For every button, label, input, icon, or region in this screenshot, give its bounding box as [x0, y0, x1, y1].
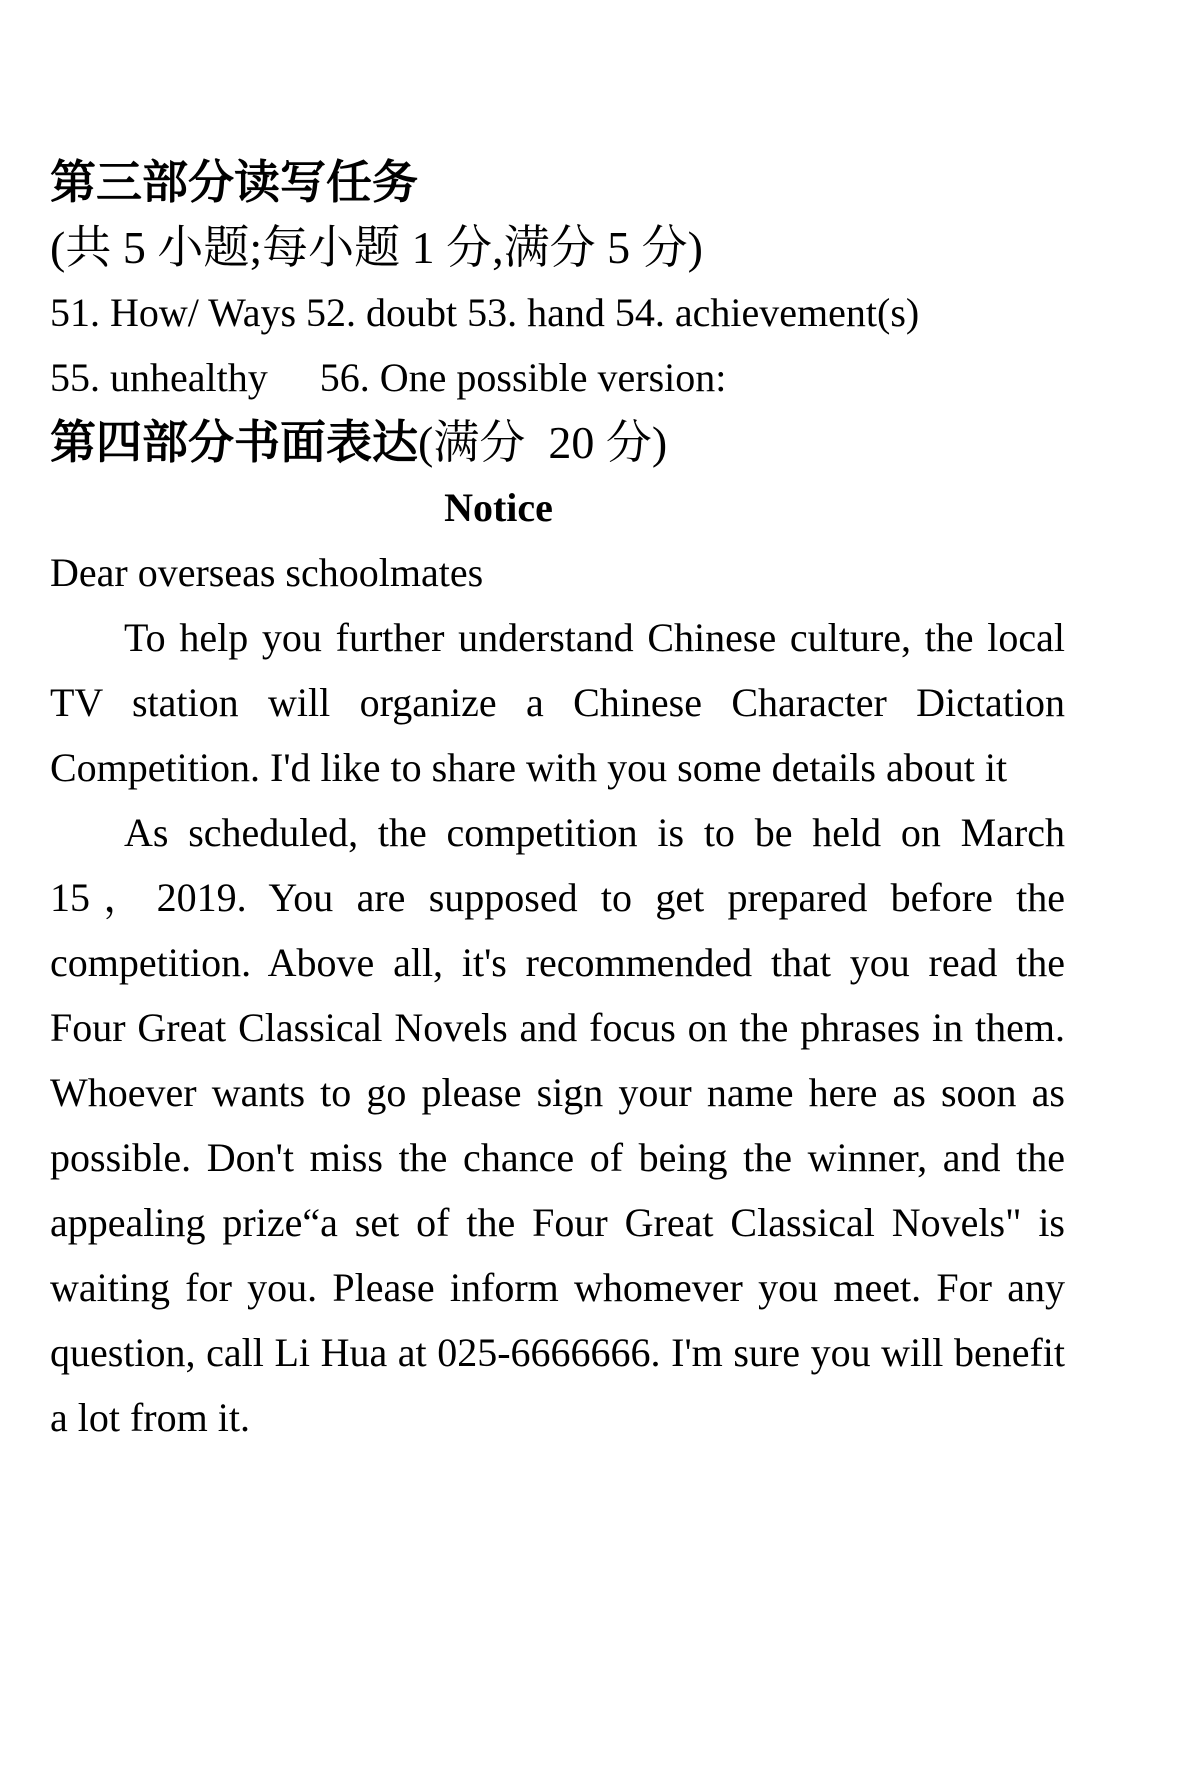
notice-salutation: Dear overseas schoolmates — [50, 550, 484, 595]
answer-55: 55. unhealthy — [50, 355, 268, 400]
section3-heading — [50, 150, 1065, 280]
answers-line-51-54: 51. How/ Ways 52. doubt 53. hand 54. achievement(s) — [50, 290, 920, 335]
answer-56: 56. One possible version: — [319, 355, 727, 400]
answers-line-55-56 — [50, 345, 1065, 410]
section3-heading-title: 第三部分读写任务 — [50, 157, 418, 208]
notice-paragraph-2: As scheduled, the competition is to be held on March 15，2019. You are supposed to get prepared before the competition. Above all, it's recommended that you read the Four Great Classical Novels and focus on the phrases in them. Whoever wants to go please sign your name here as soon as possible. Don't miss the chance of being the winner, and the appealing prize“a set of the Four Great Classical Novels" is waiting for you. Please inform whomever you meet. For any question, call Li Hua at 025-6666666. I'm sure you will benefit a lot from it. — [50, 810, 1065, 1440]
section4-heading-title: 第四部分书面表达 — [50, 417, 418, 468]
section4-heading — [50, 410, 1065, 475]
notice-paragraph-1: To help you further understand Chinese culture, the local TV station will organize a Chinese Character Dictation Competition. I'd like to share with you some details about it — [50, 615, 1065, 790]
section4-heading-score-note: (满分 20 分) — [418, 417, 668, 468]
notice-title: Notice — [444, 485, 553, 530]
section3-heading-score-note: (共 5 小题;每小题 1 分,满分 5 分) — [50, 222, 703, 273]
